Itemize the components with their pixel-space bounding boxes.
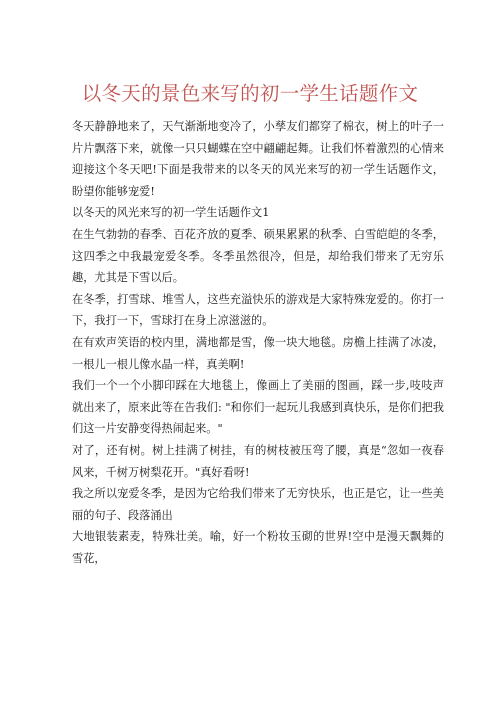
body-paragraph: 在有欢声笑语的校内里，满地都是雪，像一块大地毯。房檐上挂满了冰凌，一根儿一根儿像水晶一样，真美啊! — [72, 335, 444, 371]
body-paragraph: 我们一个一个小脚印踩在大地毯上，像画上了美丽的图画，踩一步,吱吱声就出来了，原来此等在告我们: "和你们一起玩儿我感到真快乐，是你们把我们这一片安静变得热闹起来。" — [72, 379, 444, 436]
body-paragraph: 我之所以宠爱冬季，是因为它给我们带来了无穷快乐，也正是它，让一些美丽的句子、段落涌出 — [72, 487, 444, 522]
body-paragraph: 大地银装素麦，特殊壮美。喻，好一个粉妆玉砌的世界!空中是漫天飘舞的雪花， — [72, 530, 444, 565]
body-paragraph: 对了，还有树。树上挂满了树挂，有的树枝被压弯了腰，真是“忽如一夜春风来，千树万树梨花开。"真好看呀! — [72, 443, 444, 479]
section-heading: 以冬天的风光来写的初一学生话题作文1 — [72, 206, 270, 220]
document-body — [72, 116, 444, 569]
body-paragraph: 在生气勃勃的春季、百花齐放的夏季、硕果累累的秋季、白雪皑皑的冬季，这四季之中我最宠爱冬季。冬季虽然很冷，但是，却给我们带来了无穷乐趣，尤其是下雪以后。 — [72, 227, 444, 285]
body-paragraph: 在冬季，打雪球、堆雪人，这些充溢快乐的游戏是大家特殊宠爱的。你打一下，我打一下，雪球打在身上凉滋滋的。 — [72, 292, 444, 328]
document-title: 以冬天的景色来写的初一学生话题作文 — [81, 82, 419, 105]
intro-paragraph: 冬天静静地来了，天气渐渐地变冷了，小孳友们都穿了棉衣，树上的叶子一片片飘落下来，就像一只只蝴蝶在空中翩翩起舞。让我们怀着激烈的心情来迎接这个冬天吧!下面是我带来的以冬天的风光来写的初一学生话题作文，盼望你能够宠爱! — [72, 120, 444, 198]
